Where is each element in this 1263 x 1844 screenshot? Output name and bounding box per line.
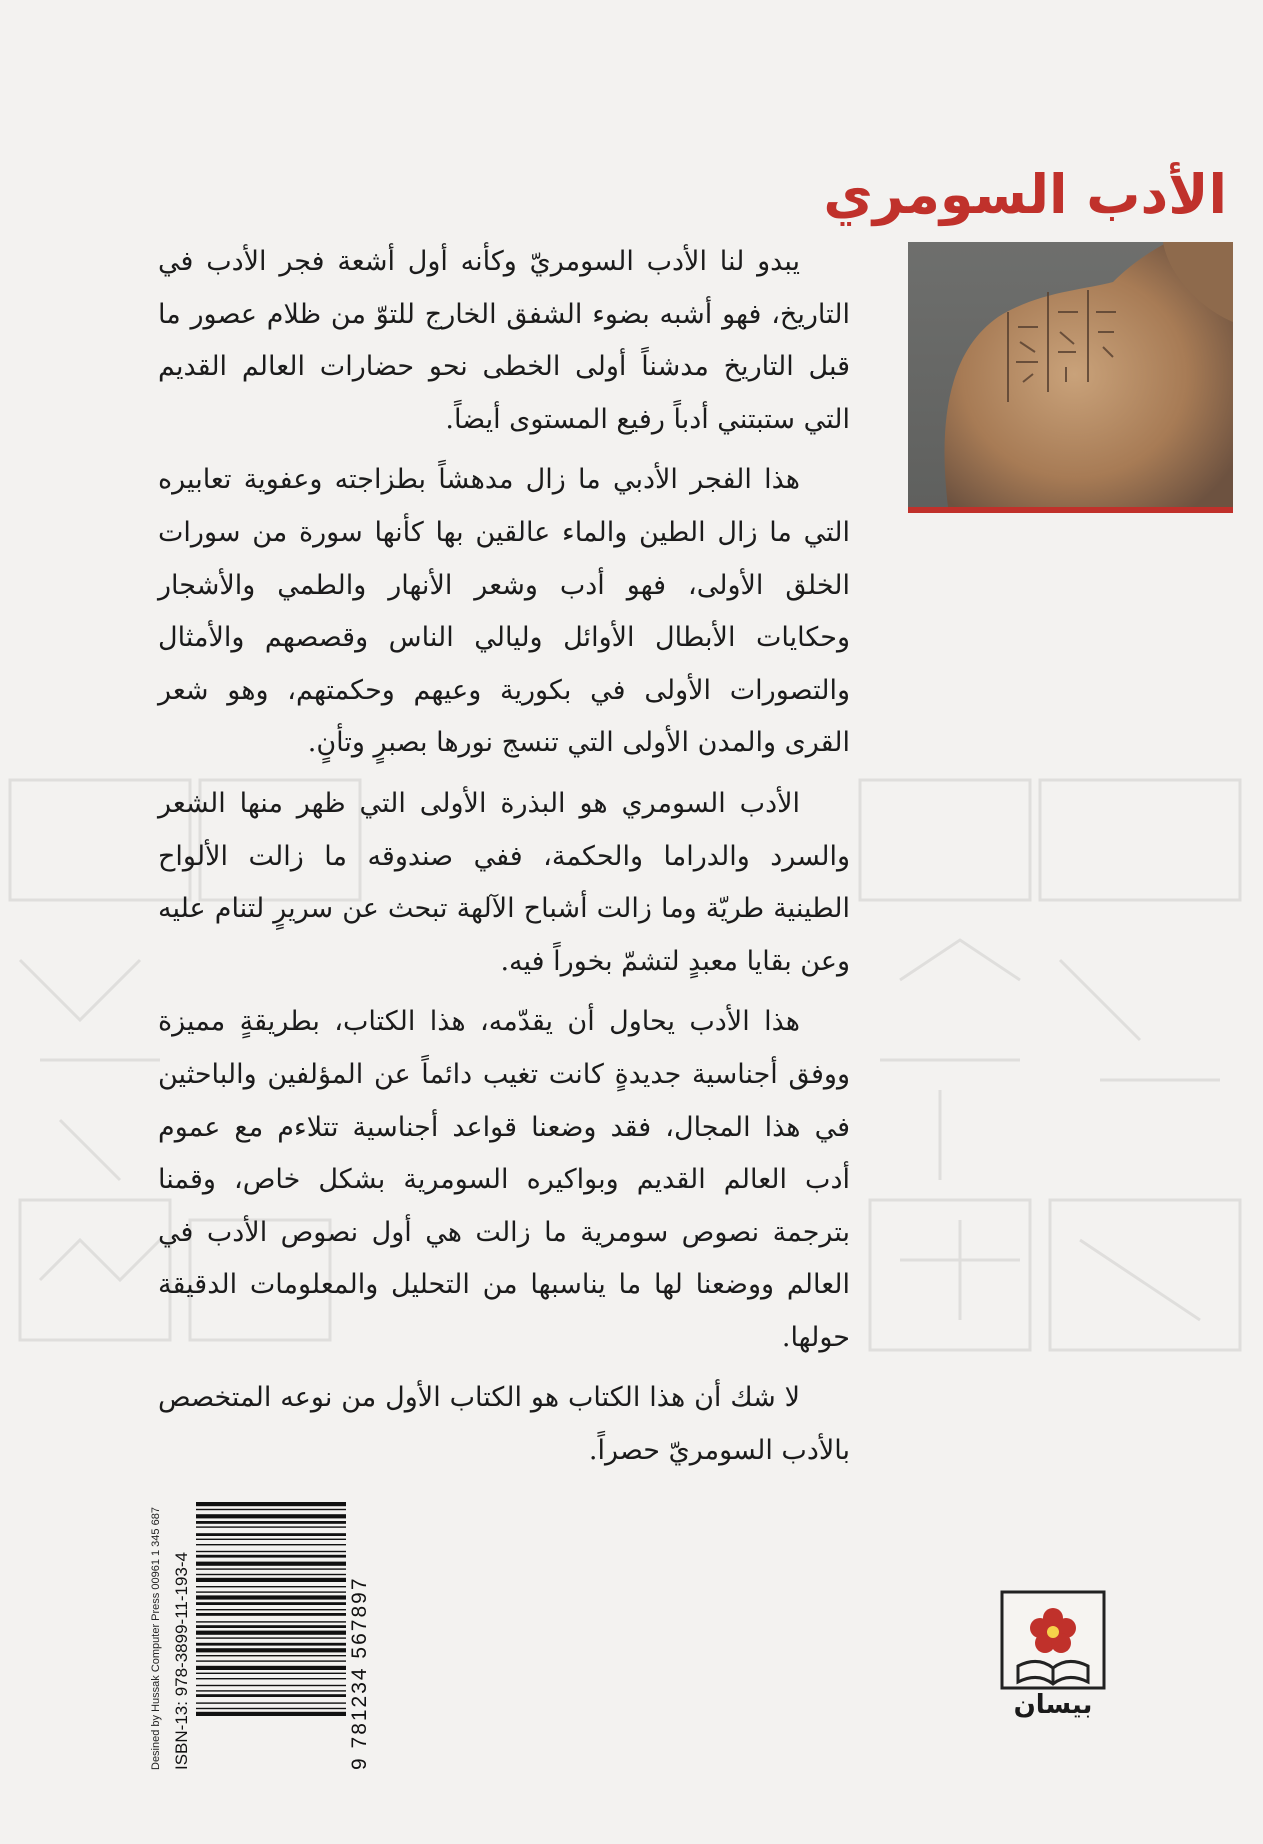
paragraph-3: الأدب السومري هو البذرة الأولى التي ظهر منها الشعر والسرد والدراما والحكمة، ففي صندوقه ما زالت الألواح الطينية طريّة وما زالت أشباح الآلهة تبحث عن سريرٍ لتنام عليه وعن بقايا معبدٍ لتشمّ بخوراً فيه.	[158, 787, 850, 977]
paragraph-2: هذا الفجر الأدبي ما زال مدهشاً بطزاجته وعفوية تعابيره التي ما زال الطين والماء عالقين بها كأنها سورة من سورات الخلق الأولى، فهو أدب وشعر الأنهار والطمي والأشجار وحكايات الأبطال الأوائل وليالي الناس وقصصهم والأمثال والتصورات الأولى في بكورية وعيهم وحكمتهم، وهو شعر القرى والمدن الأولى التي تنسج نورها بصبرٍ وتأنٍ.	[158, 464, 850, 759]
barcode-bar	[196, 1690, 346, 1691]
barcode-bar	[196, 1712, 346, 1716]
book-title: الأدب السومري	[823, 163, 1227, 226]
barcode-bar	[196, 1685, 346, 1686]
barcode	[196, 1502, 346, 1770]
barcode-bar	[196, 1526, 346, 1527]
barcode-bar	[196, 1595, 346, 1599]
paragraph-1: يبدو لنا الأدب السومريّ وكأنه أول أشعة فجر الأدب في التاريخ، فهو أشبه بضوء الشفق الخارج للتوّ من ظلام عصور ما قبل التاريخ مدشناً أولى الخطى نحو حضارات العالم القديم التي ستبتني أدباً رفيع المستوى أيضاً.	[158, 246, 850, 435]
barcode-bar	[196, 1660, 346, 1661]
barcode-bar	[196, 1509, 346, 1510]
barcode-bar	[196, 1555, 346, 1558]
barcode-bar	[196, 1613, 346, 1616]
barcode-block	[150, 1502, 390, 1770]
barcode-bar	[196, 1666, 346, 1670]
barcode-bar	[196, 1702, 346, 1703]
barcode-bar	[196, 1578, 346, 1582]
barcode-bar	[196, 1514, 346, 1518]
barcode-bar	[196, 1544, 346, 1545]
publisher-logo	[998, 1588, 1108, 1748]
barcode-bar	[196, 1637, 346, 1638]
barcode-bar	[196, 1539, 346, 1540]
barcode-bar	[196, 1625, 346, 1628]
barcode-bar	[196, 1631, 346, 1635]
isbn-text: ISBN-13: 978-3899-11-193-4	[172, 1552, 191, 1770]
photo-accent-bar	[908, 507, 1233, 513]
barcode-bar	[196, 1648, 346, 1652]
barcode-bar	[196, 1586, 346, 1587]
paragraph-4: هذا الأدب يحاول أن يقدّمه، هذا الكتاب، بطريقةٍ مميزة ووفق أجناسية جديدةٍ كانت تغيب دائماً عن المؤلفين والباحثين في هذا المجال، فقد وضعنا قواعد أجناسية تتلاءم مع عموم أدب العالم القديم وبواكيره السومرية بشكل خاص، وقمنا بترجمة نصوص سومرية ما زالت هي أول نصوص الأدب في العالم ووضعنا لها ما يناسبها من التحليل والمعلومات الدقيقة حولها.	[158, 1006, 850, 1353]
designer-credit: Desined by Hussak Computer Press 00961 1 345 687	[150, 1507, 162, 1770]
paragraph-5: لا شك أن هذا الكتاب هو الكتاب الأول من نوعه المتخصص بالأدب السومريّ حصراً.	[158, 1382, 850, 1467]
publisher-name: بيسان	[1013, 1690, 1093, 1720]
barcode-bar	[196, 1568, 346, 1569]
barcode-bar	[196, 1621, 346, 1622]
barcode-bar	[196, 1551, 346, 1552]
barcode-bar	[196, 1708, 346, 1709]
barcode-bar	[196, 1502, 346, 1506]
barcode-bar	[196, 1562, 346, 1566]
barcode-bar	[196, 1574, 346, 1575]
back-cover-text	[158, 236, 850, 1486]
barcode-bar	[196, 1678, 346, 1679]
barcode-bar	[196, 1533, 346, 1536]
barcode-bar	[196, 1609, 346, 1610]
barcode-bar	[196, 1521, 346, 1524]
barcode-bar	[196, 1643, 346, 1646]
barcode-digits: 9 781234 567897	[348, 1576, 371, 1770]
barcode-bar	[196, 1655, 346, 1656]
barcode-bar	[196, 1673, 346, 1674]
sumerian-statue-photo	[908, 242, 1233, 507]
barcode-bar	[196, 1591, 346, 1592]
barcode-bar	[196, 1694, 346, 1697]
barcode-bar	[196, 1602, 346, 1605]
